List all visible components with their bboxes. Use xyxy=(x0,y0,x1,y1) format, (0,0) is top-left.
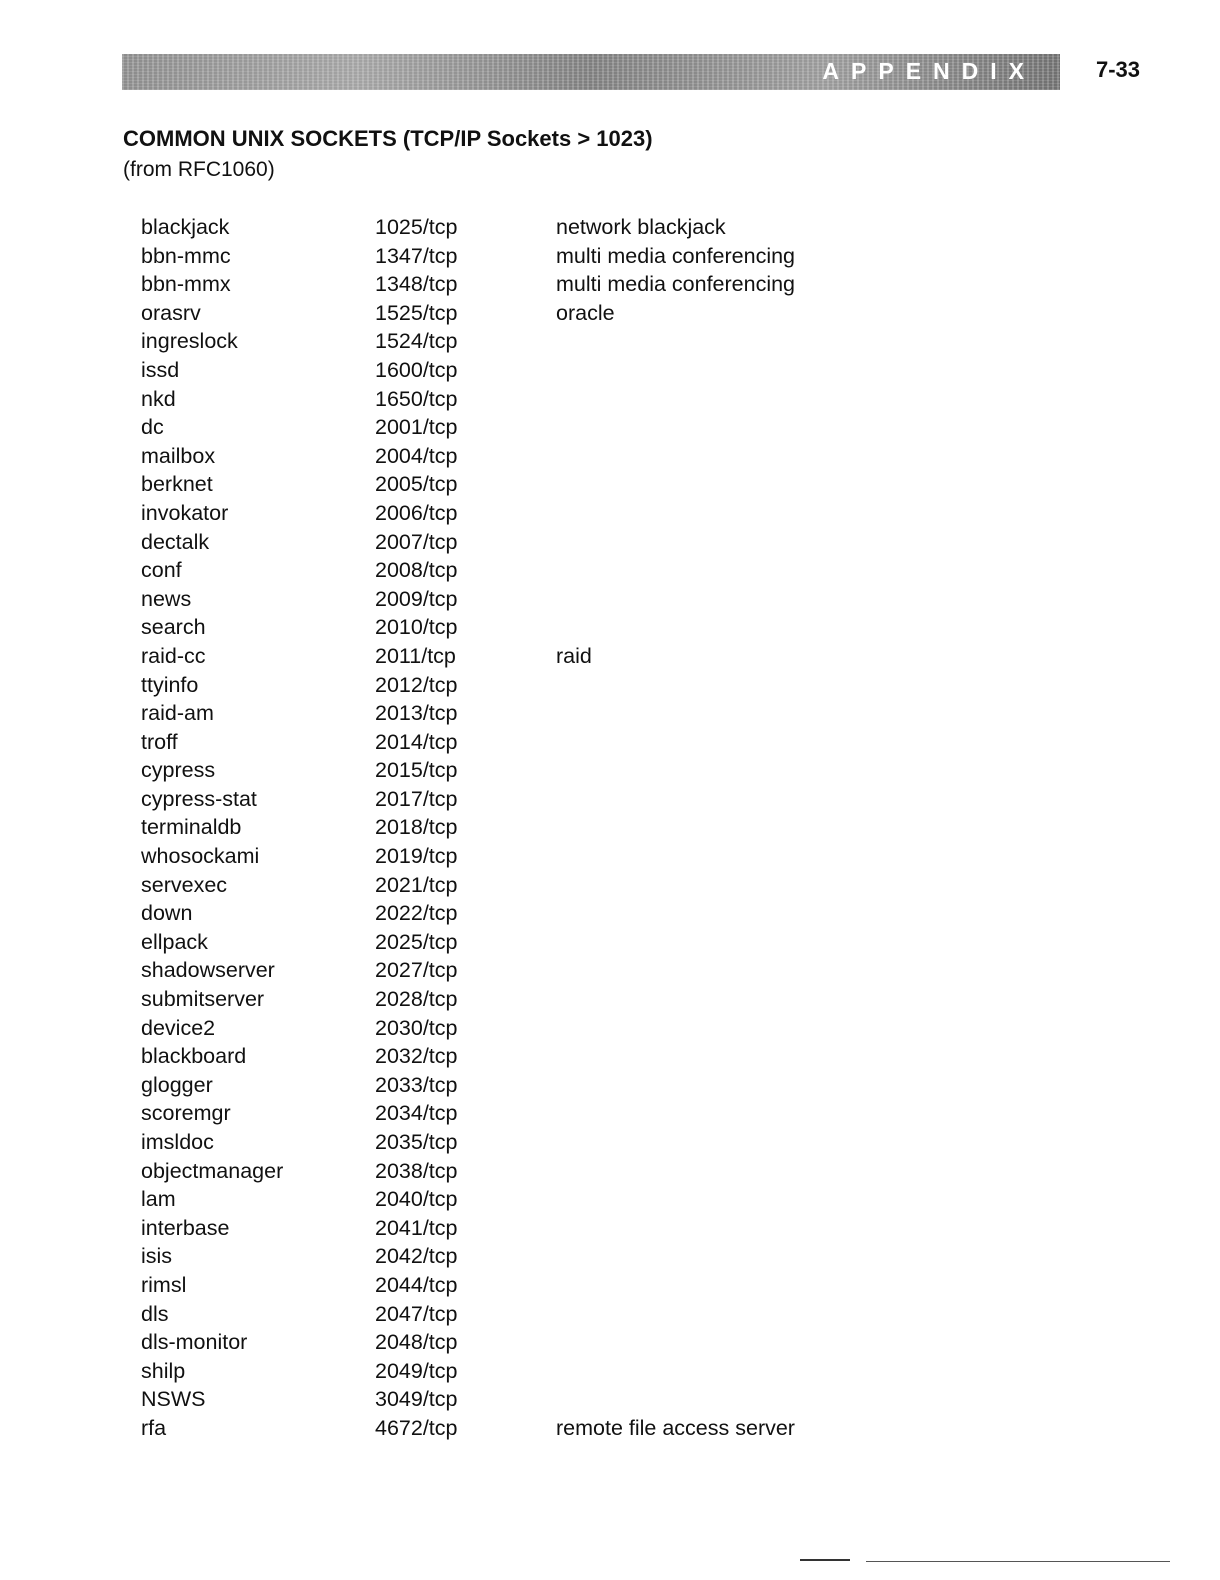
socket-name: berknet xyxy=(141,472,213,497)
table-row xyxy=(141,843,876,872)
socket-port: 2033/tcp xyxy=(375,1072,458,1097)
socket-port: 3049/tcp xyxy=(375,1387,458,1412)
socket-name: issd xyxy=(141,357,180,382)
socket-description xyxy=(556,386,876,415)
table-row xyxy=(141,957,876,986)
table-row xyxy=(141,1072,876,1101)
socket-port: 2017/tcp xyxy=(375,786,458,811)
socket-description xyxy=(556,471,876,500)
socket-port: 2044/tcp xyxy=(375,1272,458,1297)
socket-name: troff xyxy=(141,729,178,754)
socket-name: isis xyxy=(141,1244,173,1269)
table-row xyxy=(141,1158,876,1187)
table-row xyxy=(141,328,876,357)
socket-name: rimsl xyxy=(141,1272,187,1297)
socket-description xyxy=(556,1329,876,1358)
socket-port: 2032/tcp xyxy=(375,1044,458,1069)
socket-port: 2042/tcp xyxy=(375,1244,458,1269)
table-row xyxy=(141,414,876,443)
socket-port: 1347/tcp xyxy=(375,243,458,268)
socket-port: 2048/tcp xyxy=(375,1330,458,1355)
table-row xyxy=(141,557,876,586)
table-row xyxy=(141,271,876,300)
socket-description xyxy=(556,586,876,615)
socket-port: 2019/tcp xyxy=(375,844,458,869)
socket-name: blackboard xyxy=(141,1044,247,1069)
table-row xyxy=(141,614,876,643)
socket-name: raid-am xyxy=(141,701,214,726)
socket-port: 2022/tcp xyxy=(375,901,458,926)
socket-port: 2015/tcp xyxy=(375,758,458,783)
socket-port: 1025/tcp xyxy=(375,215,458,239)
socket-port: 2028/tcp xyxy=(375,987,458,1012)
socket-port: 2006/tcp xyxy=(375,500,458,525)
socket-description xyxy=(556,443,876,472)
table-row xyxy=(141,214,876,243)
socket-description: oracle xyxy=(556,300,615,325)
socket-port: 2035/tcp xyxy=(375,1130,458,1154)
socket-port: 2018/tcp xyxy=(375,815,458,840)
socket-name: ingreslock xyxy=(141,329,238,354)
table-row xyxy=(141,1100,876,1129)
socket-table xyxy=(141,214,876,1444)
socket-name: terminaldb xyxy=(141,815,242,840)
socket-port: 2034/tcp xyxy=(375,1101,458,1126)
socket-description xyxy=(556,1043,876,1072)
page-number: 7-33 xyxy=(1096,57,1141,82)
table-row xyxy=(141,1329,876,1358)
socket-description xyxy=(556,1158,876,1187)
table-row xyxy=(141,700,876,729)
table-row xyxy=(141,1301,876,1330)
table-row xyxy=(141,814,876,843)
socket-name: cypress xyxy=(141,758,216,783)
socket-name: ttyinfo xyxy=(141,672,199,697)
socket-name: orasrv xyxy=(141,300,201,325)
socket-name: blackjack xyxy=(141,215,230,239)
table-row xyxy=(141,586,876,615)
socket-port: 2027/tcp xyxy=(375,958,458,983)
socket-description xyxy=(556,957,876,986)
socket-port: 1348/tcp xyxy=(375,272,458,297)
socket-description xyxy=(556,529,876,558)
socket-description xyxy=(556,557,876,586)
table-row xyxy=(141,929,876,958)
socket-port: 4672/tcp xyxy=(375,1415,458,1440)
socket-name: nkd xyxy=(141,386,176,411)
socket-name: bbn-mmc xyxy=(141,243,231,268)
socket-name: submitserver xyxy=(141,987,265,1012)
socket-description xyxy=(556,900,876,929)
socket-description xyxy=(556,843,876,872)
socket-port: 1650/tcp xyxy=(375,386,458,411)
socket-name: cypress-stat xyxy=(141,786,257,811)
table-row xyxy=(141,300,876,329)
socket-port: 2049/tcp xyxy=(375,1358,458,1383)
socket-description xyxy=(556,1186,876,1215)
socket-port: 1525/tcp xyxy=(375,300,458,325)
socket-name: glogger xyxy=(141,1072,213,1097)
socket-description xyxy=(556,328,876,357)
socket-port: 2008/tcp xyxy=(375,558,458,583)
socket-description xyxy=(556,757,876,786)
socket-name: whosockami xyxy=(141,844,260,869)
socket-name: raid-cc xyxy=(141,643,206,668)
socket-port: 2014/tcp xyxy=(375,729,458,754)
socket-description xyxy=(556,700,876,729)
bottom-rule xyxy=(866,1561,1170,1562)
socket-port: 2011/tcp xyxy=(375,643,456,668)
socket-description xyxy=(556,1015,876,1044)
socket-description xyxy=(556,1386,876,1415)
socket-port: 1524/tcp xyxy=(375,329,458,354)
socket-name: ellpack xyxy=(141,929,208,954)
socket-description: remote file access server xyxy=(556,1415,795,1440)
table-row xyxy=(141,1015,876,1044)
socket-name: dls-monitor xyxy=(141,1330,248,1355)
table-row xyxy=(141,443,876,472)
socket-description xyxy=(556,786,876,815)
table-row xyxy=(141,786,876,815)
socket-description xyxy=(556,1100,876,1129)
socket-port: 2010/tcp xyxy=(375,615,458,640)
table-row xyxy=(141,500,876,529)
socket-name: device2 xyxy=(141,1015,216,1040)
page-title: COMMON UNIX SOCKETS (TCP/IP Sockets > 1023) xyxy=(123,126,653,151)
socket-description xyxy=(556,1358,876,1387)
socket-description xyxy=(556,672,876,701)
table-row xyxy=(141,386,876,415)
appendix-label: APPENDIX xyxy=(822,58,1036,84)
table-row xyxy=(141,529,876,558)
table-row xyxy=(141,471,876,500)
socket-port: 2013/tcp xyxy=(375,701,458,726)
socket-name: imsldoc xyxy=(141,1130,214,1154)
socket-port: 2005/tcp xyxy=(375,472,458,497)
socket-name: rfa xyxy=(141,1415,167,1440)
socket-name: interbase xyxy=(141,1215,230,1240)
appendix-header-bar xyxy=(122,54,1060,90)
table-row xyxy=(141,1215,876,1244)
socket-name: bbn-mmx xyxy=(141,272,231,297)
socket-port: 2007/tcp xyxy=(375,529,458,554)
socket-name: invokator xyxy=(141,500,229,525)
socket-description: raid xyxy=(556,643,592,668)
socket-name: down xyxy=(141,901,193,926)
socket-name: dectalk xyxy=(141,529,210,554)
table-row xyxy=(141,1043,876,1072)
socket-name: scoremgr xyxy=(141,1101,231,1126)
table-row xyxy=(141,357,876,386)
socket-port: 2004/tcp xyxy=(375,443,458,468)
socket-port: 2012/tcp xyxy=(375,672,458,697)
socket-description xyxy=(556,414,876,443)
socket-description xyxy=(556,814,876,843)
socket-port: 2021/tcp xyxy=(375,872,458,897)
socket-port: 2009/tcp xyxy=(375,586,458,611)
table-row xyxy=(141,900,876,929)
table-row xyxy=(141,872,876,901)
socket-description xyxy=(556,872,876,901)
socket-port: 2030/tcp xyxy=(375,1015,458,1040)
socket-name: NSWS xyxy=(141,1387,206,1412)
socket-description xyxy=(556,357,876,386)
table-row xyxy=(141,243,876,272)
socket-name: news xyxy=(141,586,192,611)
table-row xyxy=(141,1129,876,1158)
socket-name: shilp xyxy=(141,1358,186,1383)
socket-description xyxy=(556,929,876,958)
socket-name: servexec xyxy=(141,872,228,897)
socket-port: 1600/tcp xyxy=(375,357,458,382)
socket-description: network blackjack xyxy=(556,215,726,239)
socket-name: objectmanager xyxy=(141,1158,284,1183)
socket-name: lam xyxy=(141,1187,176,1212)
socket-name: dls xyxy=(141,1301,169,1326)
socket-description xyxy=(556,1243,876,1272)
socket-name: shadowserver xyxy=(141,958,275,983)
socket-port: 2040/tcp xyxy=(375,1187,458,1212)
socket-description xyxy=(556,729,876,758)
table-row xyxy=(141,1272,876,1301)
socket-description xyxy=(556,1301,876,1330)
socket-description: multi media conferencing xyxy=(556,243,796,268)
socket-description xyxy=(556,500,876,529)
table-row xyxy=(141,729,876,758)
socket-description xyxy=(556,614,876,643)
socket-name: mailbox xyxy=(141,443,216,468)
socket-name: conf xyxy=(141,558,182,583)
table-row xyxy=(141,986,876,1015)
socket-port: 2041/tcp xyxy=(375,1215,458,1240)
bottom-mark xyxy=(800,1559,850,1561)
socket-name: search xyxy=(141,615,206,640)
socket-port: 2001/tcp xyxy=(375,415,458,440)
socket-port: 2047/tcp xyxy=(375,1301,458,1326)
table-row xyxy=(141,1358,876,1387)
table-row xyxy=(141,1386,876,1415)
socket-description xyxy=(556,986,876,1015)
socket-description xyxy=(556,1072,876,1101)
socket-description xyxy=(556,1215,876,1244)
socket-port: 2025/tcp xyxy=(375,929,458,954)
table-row xyxy=(141,1186,876,1215)
socket-port: 2038/tcp xyxy=(375,1158,458,1183)
table-row xyxy=(141,1415,876,1444)
socket-name: dc xyxy=(141,415,164,440)
socket-description: multi media conferencing xyxy=(556,272,796,297)
table-row xyxy=(141,643,876,672)
table-row xyxy=(141,672,876,701)
table-row xyxy=(141,1243,876,1272)
table-row xyxy=(141,757,876,786)
page-subtitle: (from RFC1060) xyxy=(123,158,275,181)
socket-description xyxy=(556,1129,876,1158)
socket-description xyxy=(556,1272,876,1301)
